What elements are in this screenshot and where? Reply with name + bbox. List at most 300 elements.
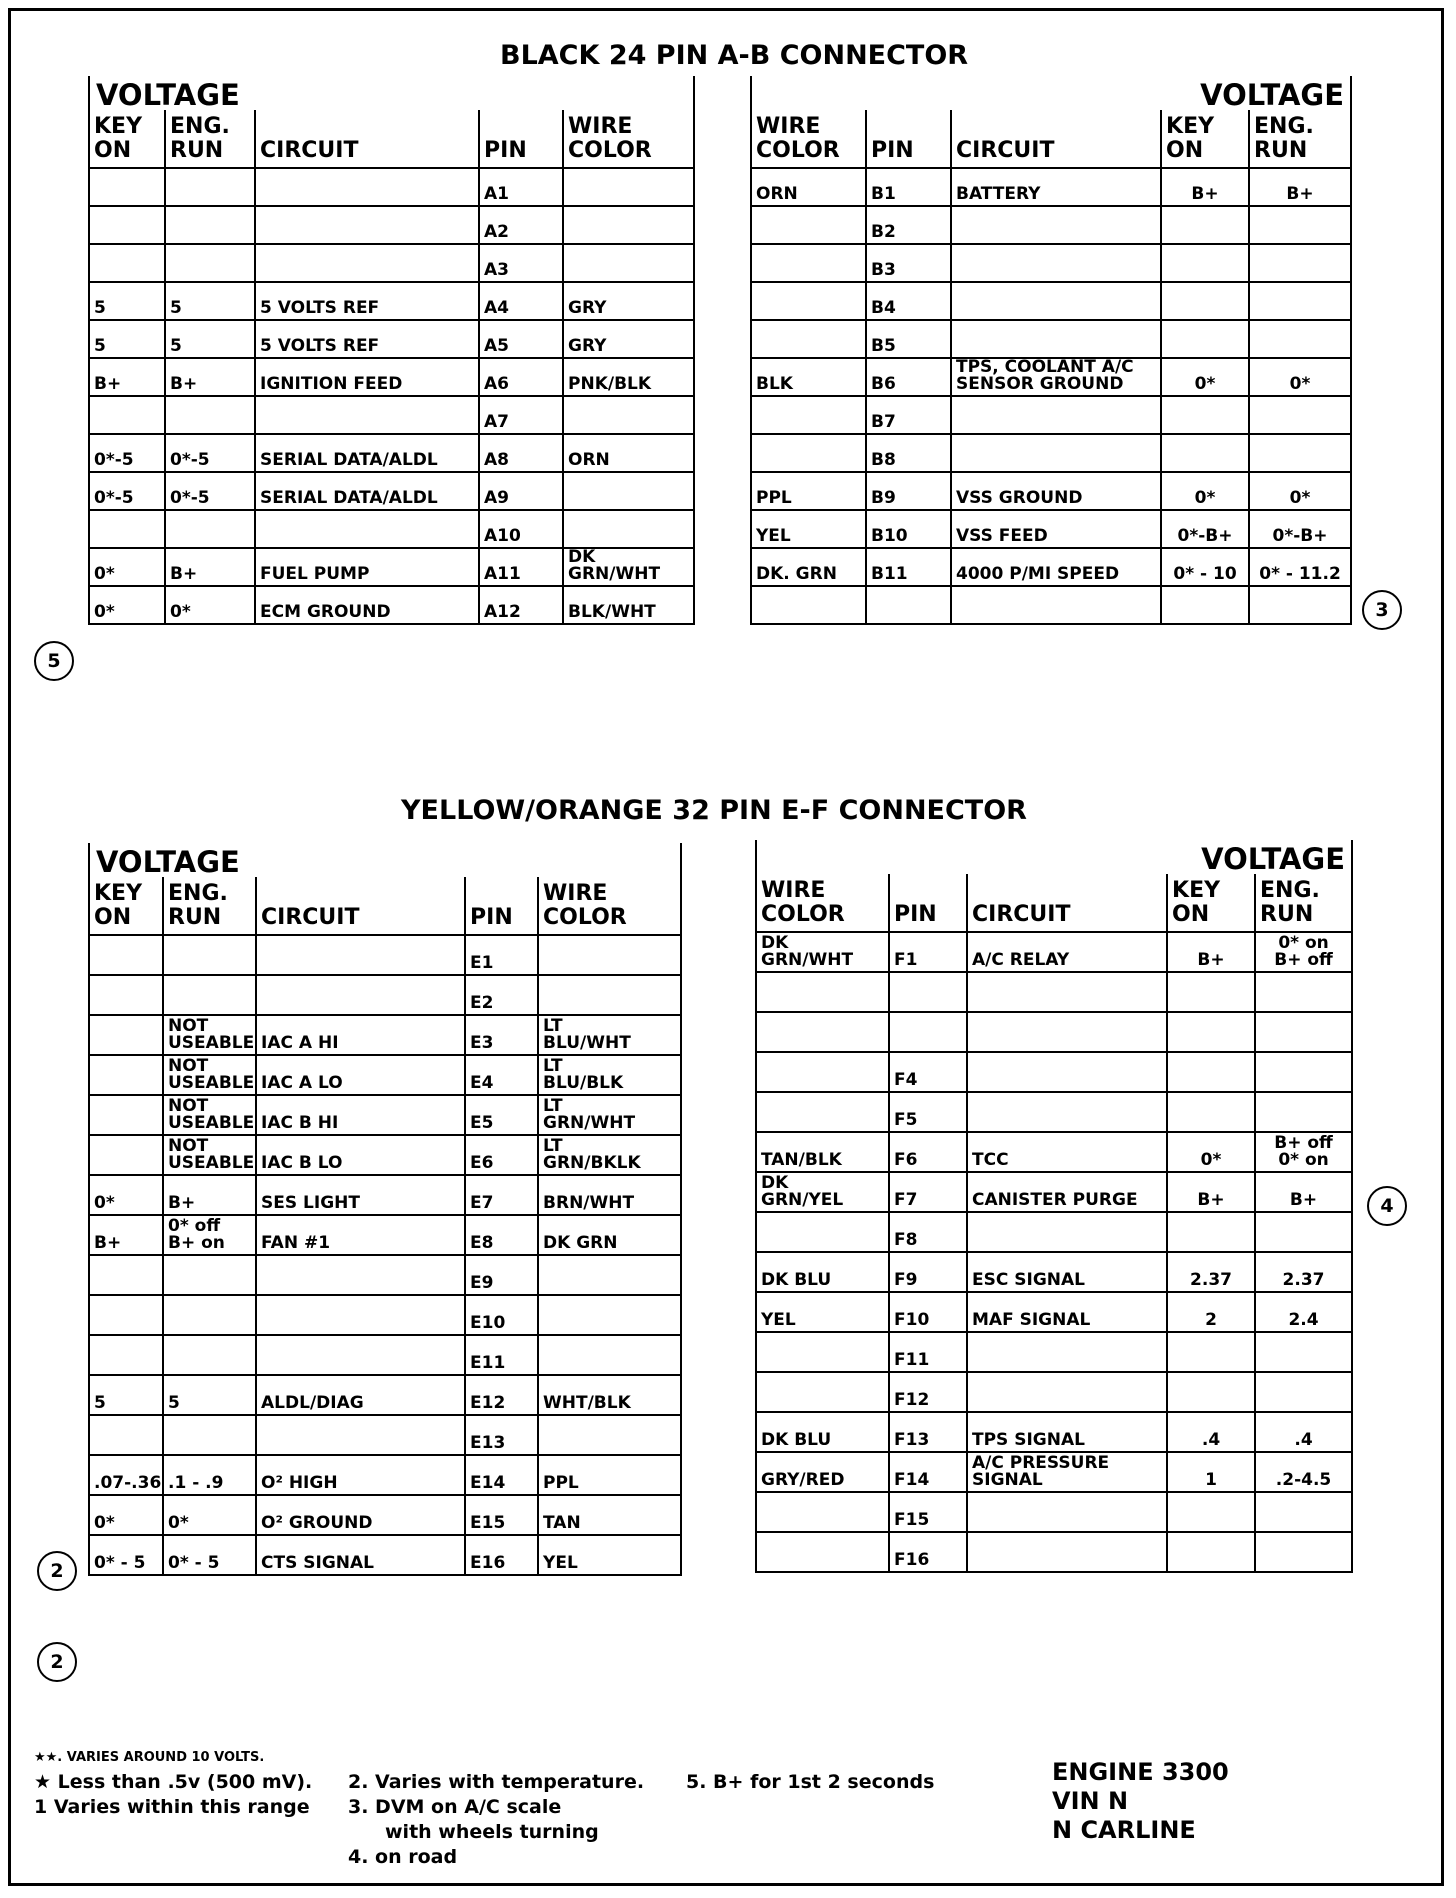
table-cell	[1249, 282, 1351, 320]
table-cell: E1	[465, 935, 538, 975]
table-row	[89, 510, 694, 548]
table-cell	[951, 282, 1161, 320]
table-row	[89, 1135, 681, 1175]
table-row	[89, 935, 681, 975]
table-cell: E8	[465, 1215, 538, 1255]
table-row	[756, 1132, 1352, 1172]
table-row	[89, 206, 694, 244]
table-cell: 5	[89, 320, 165, 358]
table-cell	[163, 935, 256, 975]
table-cell	[1161, 282, 1249, 320]
table-cell	[563, 206, 694, 244]
table-row	[756, 1532, 1352, 1572]
table-cell: IAC A LO	[256, 1055, 465, 1095]
table-cell: YEL	[538, 1535, 681, 1575]
table-cell: PNK/BLK	[563, 358, 694, 396]
table-cell: DK GRN/WHT	[563, 548, 694, 586]
table-cell	[889, 1012, 967, 1052]
table-cell: SERIAL DATA/ALDL	[255, 472, 479, 510]
table-row	[89, 1415, 681, 1455]
table-cell: B+	[89, 358, 165, 396]
table-row	[89, 1375, 681, 1415]
table-cell	[1167, 1332, 1255, 1372]
table-cell: B11	[866, 548, 951, 586]
table-cell: FAN #1	[256, 1215, 465, 1255]
note-3a: 3. DVM on A/C scale	[348, 1796, 562, 1818]
table-cell	[967, 972, 1167, 1012]
table-cell	[1249, 586, 1351, 624]
table-cell: B9	[866, 472, 951, 510]
table-cell	[967, 1532, 1167, 1572]
table-cell: 0*	[89, 548, 165, 586]
table-cell	[756, 1012, 889, 1052]
table-cell	[255, 510, 479, 548]
table-cell: A7	[479, 396, 563, 434]
table-cell: F9	[889, 1252, 967, 1292]
table-cell: A12	[479, 586, 563, 624]
table-cell	[1255, 1372, 1352, 1412]
table-row	[751, 244, 1351, 282]
table-cell	[751, 244, 866, 282]
table-cell	[563, 168, 694, 206]
table-row	[89, 1095, 681, 1135]
table-cell	[89, 206, 165, 244]
table-cell: E14	[465, 1455, 538, 1495]
table-cell: DK. GRN	[751, 548, 866, 586]
table-cell	[751, 434, 866, 472]
table-cell	[89, 1415, 163, 1455]
table-cell: TCC	[967, 1132, 1167, 1172]
voltage-label: VOLTAGE	[1161, 76, 1351, 110]
table-row	[751, 206, 1351, 244]
table-cell: A10	[479, 510, 563, 548]
table-cell	[1161, 244, 1249, 282]
table-row	[89, 1215, 681, 1255]
table-cell: E13	[465, 1415, 538, 1455]
table-cell: F16	[889, 1532, 967, 1572]
table-cell	[951, 434, 1161, 472]
table-row	[756, 972, 1352, 1012]
column-header: PIN	[866, 110, 951, 168]
note-star: ★ Less than .5v (500 mV).	[34, 1771, 313, 1793]
note-1: 1 Varies within this range	[34, 1796, 310, 1818]
table-row	[751, 282, 1351, 320]
column-header: PIN	[479, 110, 563, 168]
table-cell: 5	[165, 320, 255, 358]
note-4: 4. on road	[348, 1846, 458, 1868]
table-row	[89, 975, 681, 1015]
table-cell	[1255, 1052, 1352, 1092]
table-cell: ALDL/DIAG	[256, 1375, 465, 1415]
ab-connector-title: BLACK 24 PIN A-B CONNECTOR	[500, 40, 969, 71]
table-cell	[1255, 1532, 1352, 1572]
table-cell: ESC SIGNAL	[967, 1252, 1167, 1292]
table-cell: DK GRN/YEL	[756, 1172, 889, 1212]
table-cell: NOT USEABLE	[163, 1015, 256, 1055]
table-cell: 0*	[1249, 358, 1351, 396]
table-cell: A8	[479, 434, 563, 472]
table-cell	[756, 1492, 889, 1532]
table-cell: 0* - 5	[163, 1535, 256, 1575]
table-cell: F12	[889, 1372, 967, 1412]
table-cell: A1	[479, 168, 563, 206]
table-cell: TPS, COOLANT A/C SENSOR GROUND	[951, 358, 1161, 396]
table-cell: E7	[465, 1175, 538, 1215]
table-cell: E12	[465, 1375, 538, 1415]
table-cell: LT GRN/WHT	[538, 1095, 681, 1135]
table-cell	[951, 396, 1161, 434]
table-cell	[89, 975, 163, 1015]
table-cell: 5	[163, 1375, 256, 1415]
table-cell	[751, 396, 866, 434]
table-cell: B+	[1255, 1172, 1352, 1212]
table-cell: TAN	[538, 1495, 681, 1535]
table-cell: F14	[889, 1452, 967, 1492]
table-cell: LT BLU/BLK	[538, 1055, 681, 1095]
table-row	[89, 282, 694, 320]
table-row	[751, 434, 1351, 472]
table-cell	[256, 1335, 465, 1375]
table-cell: 0*-B+	[1161, 510, 1249, 548]
table-cell	[538, 1295, 681, 1335]
column-header: WIRE COLOR	[563, 110, 694, 168]
table-row	[89, 472, 694, 510]
table-row	[756, 1012, 1352, 1052]
table-cell: E10	[465, 1295, 538, 1335]
table-cell	[163, 1335, 256, 1375]
table-cell: F13	[889, 1412, 967, 1452]
table-cell: GRY	[563, 320, 694, 358]
table-row	[89, 434, 694, 472]
table-cell: E9	[465, 1255, 538, 1295]
table-cell: 5	[89, 1375, 163, 1415]
column-header: PIN	[889, 874, 967, 932]
table-cell: F10	[889, 1292, 967, 1332]
column-header: ENG. RUN	[163, 877, 256, 935]
column-header: ENG. RUN	[1249, 110, 1351, 168]
table-cell: 0*	[163, 1495, 256, 1535]
footnotes-col3	[686, 1770, 934, 1795]
table-cell	[255, 206, 479, 244]
table-cell: B+	[1249, 168, 1351, 206]
table-cell	[756, 1052, 889, 1092]
table-row	[751, 586, 1351, 624]
table-cell: B8	[866, 434, 951, 472]
table-cell: CANISTER PURGE	[967, 1172, 1167, 1212]
table-cell: B7	[866, 396, 951, 434]
table-cell: O² GROUND	[256, 1495, 465, 1535]
table-cell	[89, 1015, 163, 1055]
table-cell	[1167, 972, 1255, 1012]
table-cell: B+	[1167, 1172, 1255, 1212]
table-cell	[1255, 1492, 1352, 1532]
table-cell	[1161, 396, 1249, 434]
table-cell	[756, 1332, 889, 1372]
table-cell: NOT USEABLE	[163, 1135, 256, 1175]
table-cell	[751, 320, 866, 358]
table-cell: A11	[479, 548, 563, 586]
table-cell	[967, 1332, 1167, 1372]
table-cell	[1249, 320, 1351, 358]
table-cell: O² HIGH	[256, 1455, 465, 1495]
table-cell: 0* off B+ on	[163, 1215, 256, 1255]
table-cell: 5 VOLTS REF	[255, 282, 479, 320]
table-cell	[89, 396, 165, 434]
table-row	[756, 1172, 1352, 1212]
table-cell: BLK	[751, 358, 866, 396]
table-row	[751, 320, 1351, 358]
table-cell	[967, 1372, 1167, 1412]
table-cell: 2.37	[1167, 1252, 1255, 1292]
table-cell: E4	[465, 1055, 538, 1095]
table-cell	[89, 244, 165, 282]
table-cell: A6	[479, 358, 563, 396]
table-cell: 2.37	[1255, 1252, 1352, 1292]
note-5: 5. B+ for 1st 2 seconds	[686, 1771, 935, 1793]
footnotes-col2	[348, 1770, 644, 1870]
column-header: CIRCUIT	[951, 110, 1161, 168]
table-cell	[89, 1255, 163, 1295]
table-row	[751, 472, 1351, 510]
column-header: ENG. RUN	[1255, 874, 1352, 932]
table-cell	[563, 396, 694, 434]
table-cell: WHT/BLK	[538, 1375, 681, 1415]
table-cell	[751, 206, 866, 244]
table-cell: A3	[479, 244, 563, 282]
table-cell: PPL	[538, 1455, 681, 1495]
table-row	[751, 396, 1351, 434]
table-cell	[866, 586, 951, 624]
table-cell	[538, 1415, 681, 1455]
column-header: CIRCUIT	[256, 877, 465, 935]
table-cell: BATTERY	[951, 168, 1161, 206]
table-cell: TAN/BLK	[756, 1132, 889, 1172]
table-cell	[538, 975, 681, 1015]
table-cell: VSS GROUND	[951, 472, 1161, 510]
table-cell: 0*	[1249, 472, 1351, 510]
column-header: PIN	[465, 877, 538, 935]
table-cell: 0* on B+ off	[1255, 932, 1352, 972]
callout-b10: 3	[1362, 590, 1402, 630]
table-row	[751, 510, 1351, 548]
table-cell	[1255, 1332, 1352, 1372]
table-cell: F4	[889, 1052, 967, 1092]
column-header: KEY ON	[1161, 110, 1249, 168]
table-cell	[89, 1295, 163, 1335]
table-cell	[1255, 1092, 1352, 1132]
table-cell	[756, 1372, 889, 1412]
table-cell: 2	[1167, 1292, 1255, 1332]
table-row	[756, 1332, 1352, 1372]
table-cell: 0*	[89, 1495, 163, 1535]
table-cell: A/C RELAY	[967, 932, 1167, 972]
voltage-label: VOLTAGE	[89, 76, 255, 110]
table-row	[89, 548, 694, 586]
table-cell: LT GRN/BKLK	[538, 1135, 681, 1175]
table-cell: NOT USEABLE	[163, 1095, 256, 1135]
table-cell	[1161, 206, 1249, 244]
table-row	[89, 1335, 681, 1375]
table-cell: B1	[866, 168, 951, 206]
table-cell	[563, 244, 694, 282]
table-cell	[538, 1335, 681, 1375]
ab-right-table	[750, 76, 1352, 625]
table-cell	[756, 1212, 889, 1252]
column-header: WIRE COLOR	[538, 877, 681, 935]
table-cell: .4	[1255, 1412, 1352, 1452]
table-cell	[1249, 206, 1351, 244]
table-cell: SERIAL DATA/ALDL	[255, 434, 479, 472]
table-cell	[89, 1135, 163, 1175]
table-cell: 0* - 10	[1161, 548, 1249, 586]
table-cell: DK GRN/WHT	[756, 932, 889, 972]
table-row	[756, 1412, 1352, 1452]
table-cell	[951, 586, 1161, 624]
engine-info	[1052, 1758, 1229, 1845]
table-cell: B6	[866, 358, 951, 396]
table-cell	[1249, 396, 1351, 434]
callout-e14: 2	[37, 1551, 77, 1591]
table-cell	[1167, 1532, 1255, 1572]
table-cell: IAC B LO	[256, 1135, 465, 1175]
table-cell: 0*	[1161, 472, 1249, 510]
table-row	[89, 1455, 681, 1495]
table-cell: F8	[889, 1212, 967, 1252]
table-cell: CTS SIGNAL	[256, 1535, 465, 1575]
table-cell: B+	[89, 1215, 163, 1255]
table-cell	[951, 244, 1161, 282]
column-header: CIRCUIT	[967, 874, 1167, 932]
voltage-label: VOLTAGE	[1167, 840, 1352, 874]
table-cell: B+	[1167, 932, 1255, 972]
table-cell: 0*-5	[89, 472, 165, 510]
table-cell	[967, 1212, 1167, 1252]
table-row	[756, 932, 1352, 972]
table-cell: IAC B HI	[256, 1095, 465, 1135]
footnotes	[34, 1745, 312, 1820]
table-cell	[165, 206, 255, 244]
ef-left-table	[88, 843, 682, 1576]
column-header: ENG. RUN	[165, 110, 255, 168]
table-row	[751, 358, 1351, 396]
table-cell: .4	[1167, 1412, 1255, 1452]
table-row	[756, 1252, 1352, 1292]
table-cell	[563, 510, 694, 548]
table-row	[756, 1292, 1352, 1332]
table-cell: E11	[465, 1335, 538, 1375]
table-row	[756, 1092, 1352, 1132]
table-cell	[163, 1255, 256, 1295]
table-cell	[255, 168, 479, 206]
table-cell	[255, 396, 479, 434]
table-cell: 0*-5	[165, 472, 255, 510]
table-cell: B5	[866, 320, 951, 358]
table-cell: ECM GROUND	[255, 586, 479, 624]
table-cell	[1161, 586, 1249, 624]
table-row	[89, 1495, 681, 1535]
table-row	[89, 1295, 681, 1335]
column-header: KEY ON	[1167, 874, 1255, 932]
table-cell	[563, 472, 694, 510]
table-cell: DK BLU	[756, 1252, 889, 1292]
table-cell: BLK/WHT	[563, 586, 694, 624]
table-cell: E16	[465, 1535, 538, 1575]
table-cell: DK BLU	[756, 1412, 889, 1452]
table-cell: YEL	[751, 510, 866, 548]
table-cell: .2-4.5	[1255, 1452, 1352, 1492]
table-cell: GRY	[563, 282, 694, 320]
table-cell: E2	[465, 975, 538, 1015]
table-cell: 0*-5	[165, 434, 255, 472]
table-cell	[967, 1052, 1167, 1092]
table-cell: 5 VOLTS REF	[255, 320, 479, 358]
table-cell	[1249, 434, 1351, 472]
table-cell	[165, 168, 255, 206]
table-cell	[1161, 434, 1249, 472]
table-cell: 0*	[165, 586, 255, 624]
table-cell	[163, 1295, 256, 1335]
table-cell: MAF SIGNAL	[967, 1292, 1167, 1332]
table-cell	[538, 1255, 681, 1295]
table-row	[89, 396, 694, 434]
table-cell: VSS FEED	[951, 510, 1161, 548]
table-cell: 0*	[89, 1175, 163, 1215]
table-row	[756, 1052, 1352, 1092]
table-row	[89, 1055, 681, 1095]
table-cell	[951, 320, 1161, 358]
table-cell	[538, 935, 681, 975]
table-cell	[1249, 244, 1351, 282]
table-cell: A/C PRESSURE SIGNAL	[967, 1452, 1167, 1492]
table-cell	[89, 1055, 163, 1095]
note-double-star: ★★. VARIES AROUND 10 VOLTS.	[34, 1750, 265, 1765]
table-cell: BRN/WHT	[538, 1175, 681, 1215]
table-cell: A2	[479, 206, 563, 244]
table-row	[89, 1175, 681, 1215]
table-cell: B4	[866, 282, 951, 320]
table-cell	[751, 586, 866, 624]
table-cell: IGNITION FEED	[255, 358, 479, 396]
table-cell: F6	[889, 1132, 967, 1172]
callout-e16: 2	[37, 1642, 77, 1682]
table-cell	[89, 935, 163, 975]
table-cell: NOT USEABLE	[163, 1055, 256, 1095]
table-cell	[163, 1415, 256, 1455]
table-cell: 5	[165, 282, 255, 320]
callout-a11: 5	[34, 641, 74, 681]
table-cell: 0*	[1161, 358, 1249, 396]
table-row	[756, 1212, 1352, 1252]
table-cell	[756, 1092, 889, 1132]
column-header: WIRE COLOR	[756, 874, 889, 932]
voltage-label: VOLTAGE	[89, 843, 256, 877]
table-cell: SES LIGHT	[256, 1175, 465, 1215]
table-cell	[255, 244, 479, 282]
table-cell: F1	[889, 932, 967, 972]
table-cell: B3	[866, 244, 951, 282]
table-cell: 1	[1167, 1452, 1255, 1492]
table-cell: F15	[889, 1492, 967, 1532]
table-row	[756, 1452, 1352, 1492]
table-cell: E3	[465, 1015, 538, 1055]
table-row	[89, 1255, 681, 1295]
table-cell	[751, 282, 866, 320]
table-cell: 0*-5	[89, 434, 165, 472]
column-header: CIRCUIT	[255, 110, 479, 168]
engine-vin: VIN N	[1052, 1787, 1129, 1815]
table-cell: GRY/RED	[756, 1452, 889, 1492]
table-cell	[256, 1295, 465, 1335]
